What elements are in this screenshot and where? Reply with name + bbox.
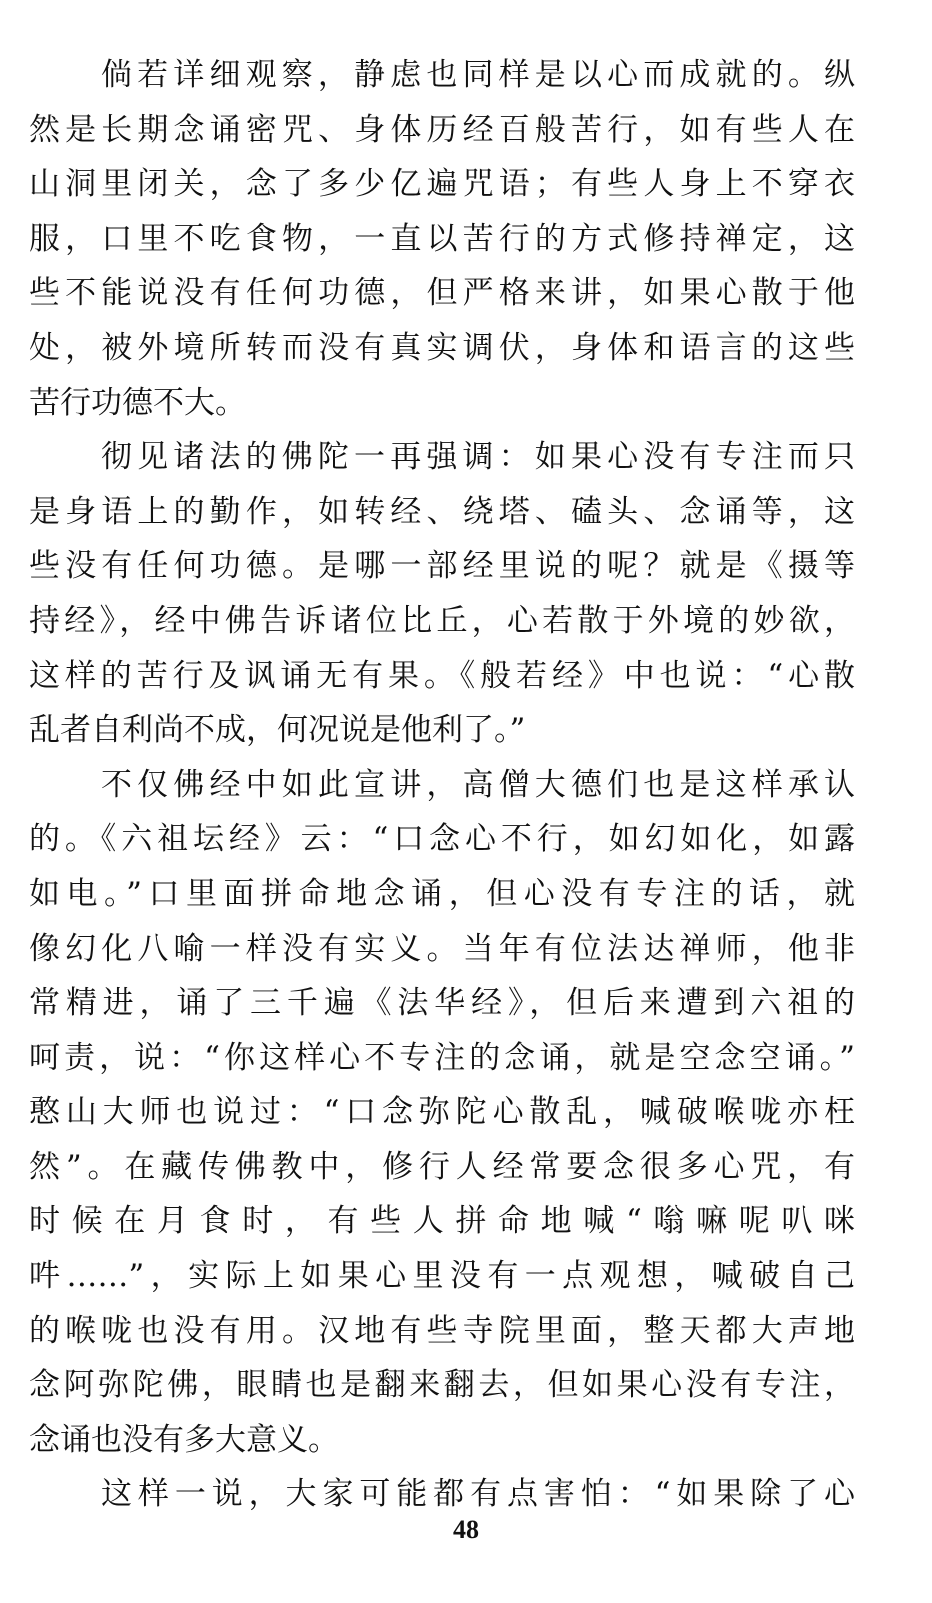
text-line: 山洞里闭关，念了多少亿遍咒语；有些人身上不穿衣 bbox=[29, 166, 855, 203]
text-line: 常精进，诵了三千遍《法华经》，但后来遭到六祖的 bbox=[29, 985, 855, 1022]
text-line: 处，被外境所转而没有真实调伏，身体和语言的这些 bbox=[29, 329, 855, 366]
text-line: 彻见诸法的佛陀一再强调：如果心没有专注而只 bbox=[101, 439, 855, 476]
text-line: 这样的苦行及讽诵无有果。《般若经》中也说：“心散 bbox=[29, 657, 855, 694]
text-line: 些不能说没有任何功德，但严格来讲，如果心散于他 bbox=[29, 275, 855, 312]
page-number: 48 bbox=[453, 1515, 479, 1544]
text-line: 服，口里不吃食物，一直以苦行的方式修持禅定，这 bbox=[29, 220, 855, 257]
text-line: 然”。在藏传佛教中，修行人经常要念很多心咒，有 bbox=[29, 1148, 855, 1185]
text-line: 然是长期念诵密咒、身体历经百般苦行，如有些人在 bbox=[29, 111, 855, 148]
text-line: 持经》，经中佛告诉诸位比丘，心若散于外境的妙欲， bbox=[29, 602, 855, 639]
text-line: 念诵也没有多大意义。 bbox=[29, 1421, 339, 1458]
text-line: 苦行功德不大。 bbox=[29, 384, 246, 421]
text-line: 呵责，说：“你这样心不专注的念诵，就是空念空诵。” bbox=[29, 1039, 855, 1076]
text-line: 像幻化八喻一样没有实义。当年有位法达禅师，他非 bbox=[29, 930, 855, 967]
text-line: 不仅佛经中如此宣讲，高僧大德们也是这样承认 bbox=[101, 766, 855, 803]
text-line: 是身语上的勤作，如转经、绕塔、磕头、念诵等，这 bbox=[29, 493, 855, 530]
text-line: 憨山大师也说过：“口念弥陀心散乱，喊破喉咙亦枉 bbox=[29, 1094, 855, 1131]
text-line: 时候在月食时，有些人拼命地喊“嗡嘛呢叭咪 bbox=[29, 1203, 855, 1240]
body-text bbox=[29, 48, 855, 1522]
text-line: 吽……”，实际上如果心里没有一点观想，喊破自己 bbox=[29, 1258, 855, 1295]
text-line: 的喉咙也没有用。汉地有些寺院里面，整天都大声地 bbox=[29, 1312, 855, 1349]
text-line: 倘若详细观察，静虑也同样是以心而成就的。纵 bbox=[101, 57, 855, 93]
text-line: 些没有任何功德。是哪一部经里说的呢？就是《摄等 bbox=[29, 548, 855, 585]
paragraph-1 bbox=[29, 48, 855, 430]
text-line: 如电。”口里面拼命地念诵，但心没有专注的话，就 bbox=[29, 875, 855, 912]
text-line: 乱者自利尚不成，何况说是他利了。” bbox=[29, 712, 526, 749]
text-line: 这样一说，大家可能都有点害怕：“如果除了心 bbox=[101, 1476, 855, 1513]
text-line: 念阿弥陀佛，眼睛也是翻来翻去，但如果心没有专注， bbox=[29, 1367, 855, 1404]
paragraph-3 bbox=[29, 758, 855, 1468]
text-line: 的。《六祖坛经》云：“口念心不行，如幻如化，如露 bbox=[29, 821, 855, 858]
paragraph-2 bbox=[29, 430, 855, 758]
